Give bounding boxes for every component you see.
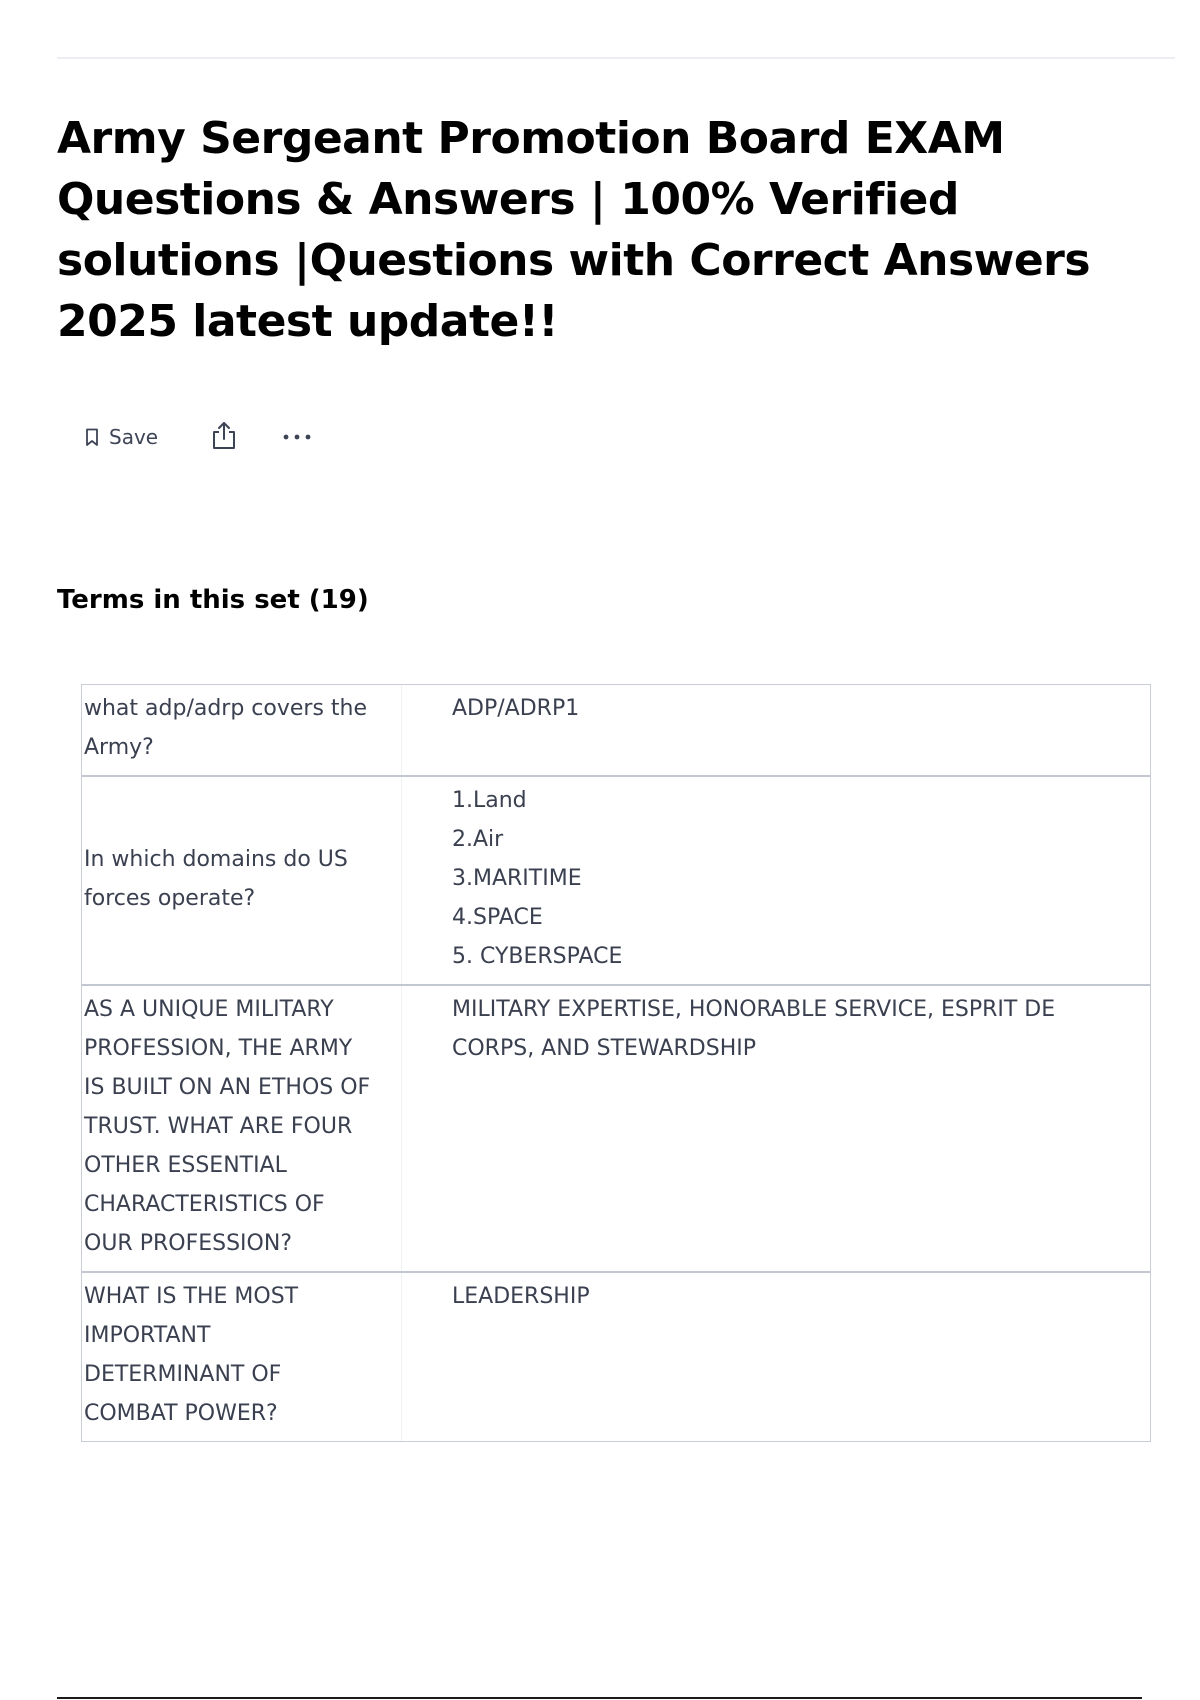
definition-text xyxy=(402,986,1150,1271)
save-label: Save xyxy=(109,425,159,449)
more-options-button[interactable] xyxy=(282,428,312,446)
top-divider xyxy=(57,57,1175,59)
term-row xyxy=(82,685,1150,775)
term-text xyxy=(82,1273,402,1441)
term-text xyxy=(82,685,402,775)
definition-line: 3.MARITIME xyxy=(452,866,582,891)
term-row xyxy=(82,984,1150,1271)
bottom-divider xyxy=(57,1697,1142,1699)
definition-line: 1.Land xyxy=(452,788,527,813)
term-label: In which domains do US forces operate? xyxy=(84,846,348,911)
term-label: WHAT IS THE MOST IMPORTANT DETERMINANT OF COMBAT POWER? xyxy=(84,1284,299,1426)
more-options-icon xyxy=(282,428,312,446)
term-row xyxy=(82,1271,1150,1441)
page-title: Army Sergeant Promotion Board EXAM Questions & Answers | 100% Verified solutions |Questions with Correct Answers 2025 latest update!! xyxy=(57,113,1091,347)
terms-heading: Terms in this set (19) xyxy=(57,585,369,615)
term-label: AS A UNIQUE MILITARY PROFESSION, THE ARMY IS BUILT ON AN ETHOS OF TRUST. WHAT ARE FOUR OTHER ESSENTIAL CHARACTERISTICS OF OUR PROFESSION? xyxy=(84,997,371,1256)
bookmark-icon xyxy=(85,428,99,447)
term-text xyxy=(82,986,402,1271)
terms-table xyxy=(81,684,1151,1442)
term-text xyxy=(82,777,402,984)
definition-line: 4.SPACE xyxy=(452,905,543,930)
share-icon xyxy=(210,420,238,455)
definition-text xyxy=(402,777,1150,984)
definition-line: 5. CYBERSPACE xyxy=(452,944,623,969)
share-button[interactable] xyxy=(210,420,238,455)
definition-line: ADP/ADRP1 xyxy=(452,696,580,721)
term-row xyxy=(82,775,1150,984)
save-button[interactable] xyxy=(85,425,158,449)
definition-line: MILITARY EXPERTISE, HONORABLE SERVICE, ESPRIT DE CORPS, AND STEWARDSHIP xyxy=(452,997,1056,1061)
definition-line: 2.Air xyxy=(452,827,504,852)
term-label: what adp/adrp covers the Army? xyxy=(84,696,368,760)
definition-text xyxy=(402,685,1150,775)
action-bar xyxy=(85,418,312,456)
definition-line: LEADERSHIP xyxy=(452,1284,590,1309)
definition-text xyxy=(402,1273,1150,1441)
